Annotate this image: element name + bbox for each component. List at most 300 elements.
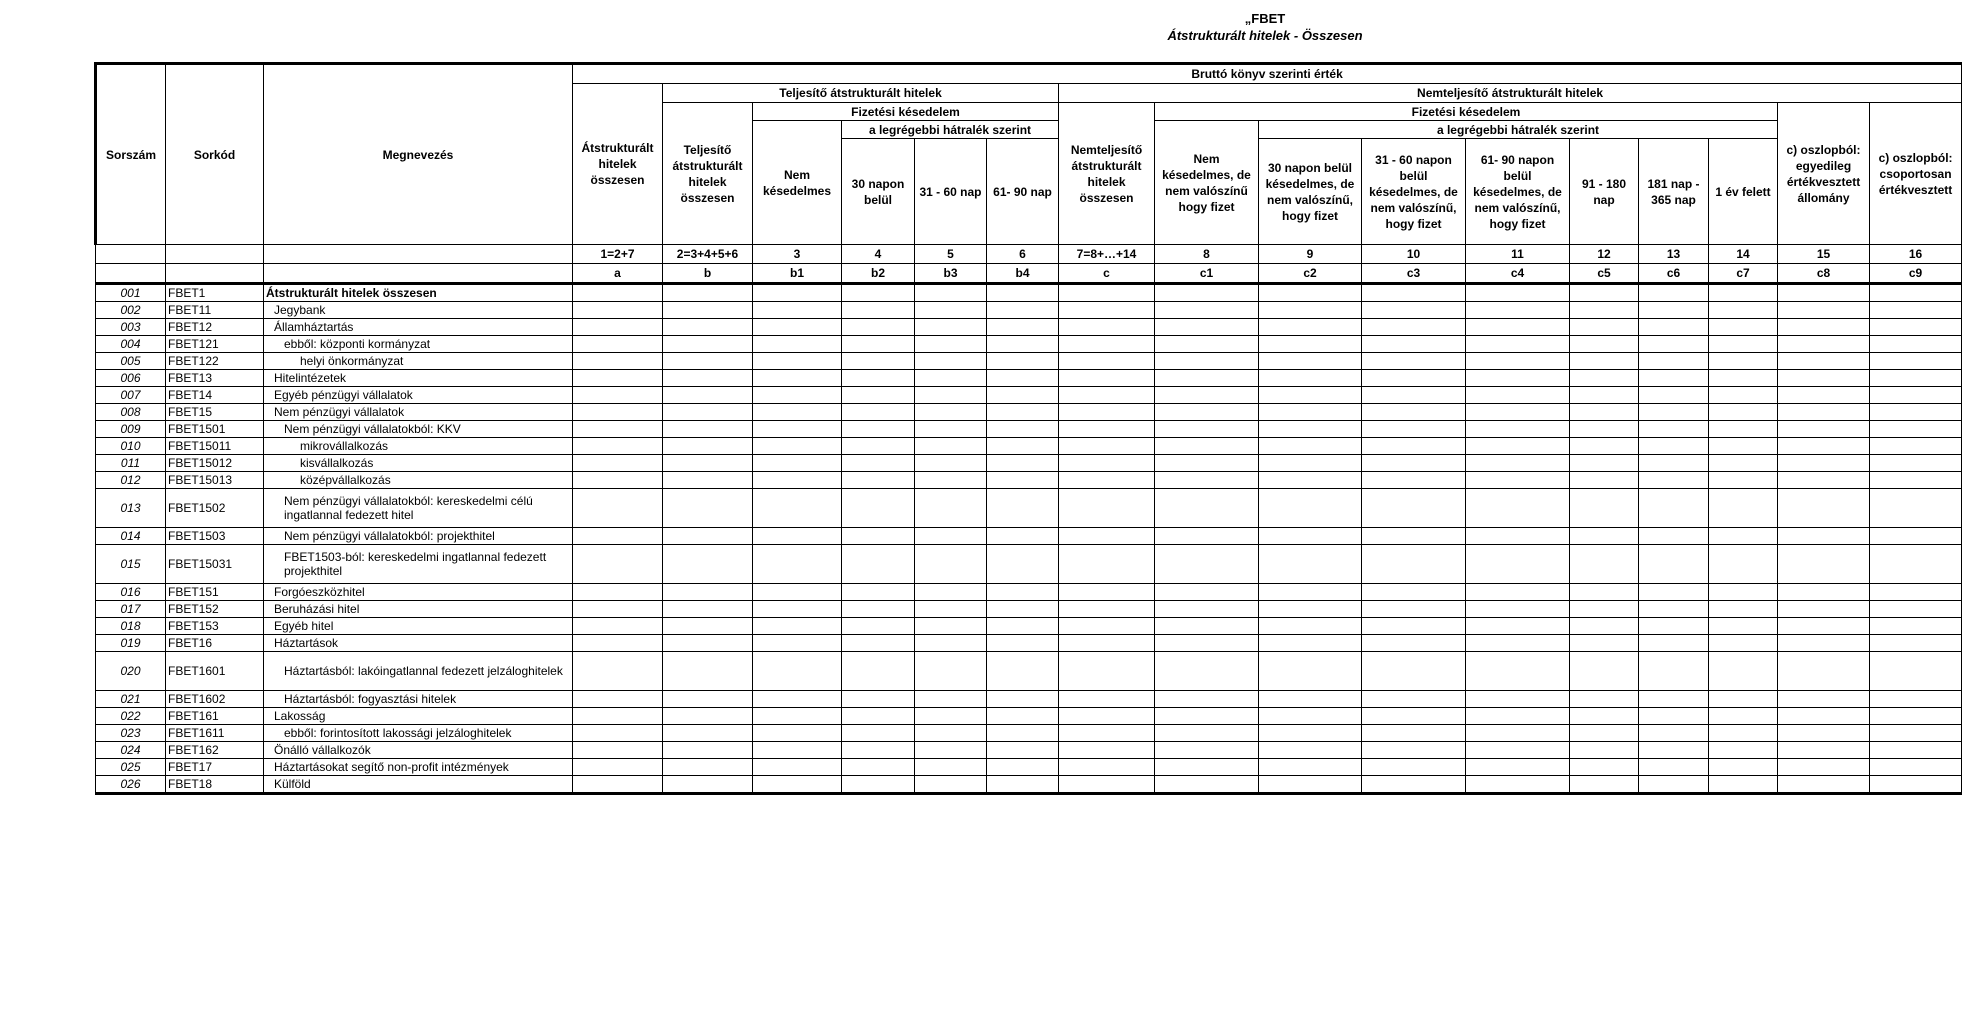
value-cell[interactable]: [987, 776, 1059, 794]
value-cell[interactable]: [1466, 776, 1570, 794]
value-cell[interactable]: [663, 284, 753, 302]
value-cell[interactable]: [1778, 708, 1870, 725]
value-cell[interactable]: [842, 725, 915, 742]
value-cell[interactable]: [1639, 618, 1709, 635]
value-cell[interactable]: [663, 387, 753, 404]
value-cell[interactable]: [1259, 353, 1362, 370]
value-cell[interactable]: [1155, 302, 1259, 319]
value-cell[interactable]: [1778, 776, 1870, 794]
value-cell[interactable]: [1639, 742, 1709, 759]
value-cell[interactable]: [1639, 708, 1709, 725]
value-cell[interactable]: [987, 708, 1059, 725]
value-cell[interactable]: [987, 635, 1059, 652]
value-cell[interactable]: [573, 601, 663, 618]
value-cell[interactable]: [915, 725, 987, 742]
value-cell[interactable]: [1155, 618, 1259, 635]
value-cell[interactable]: [915, 284, 987, 302]
value-cell[interactable]: [1709, 528, 1778, 545]
value-cell[interactable]: [842, 776, 915, 794]
value-cell[interactable]: [1362, 691, 1466, 708]
value-cell[interactable]: [1570, 387, 1639, 404]
value-cell[interactable]: [1362, 489, 1466, 528]
value-cell[interactable]: [1870, 725, 1962, 742]
value-cell[interactable]: [1059, 353, 1155, 370]
value-cell[interactable]: [1466, 336, 1570, 353]
value-cell[interactable]: [573, 708, 663, 725]
value-cell[interactable]: [753, 472, 842, 489]
value-cell[interactable]: [842, 284, 915, 302]
value-cell[interactable]: [573, 404, 663, 421]
value-cell[interactable]: [1362, 438, 1466, 455]
value-cell[interactable]: [1870, 742, 1962, 759]
value-cell[interactable]: [1259, 545, 1362, 584]
value-cell[interactable]: [1870, 601, 1962, 618]
value-cell[interactable]: [1639, 489, 1709, 528]
value-cell[interactable]: [1466, 601, 1570, 618]
value-cell[interactable]: [1870, 691, 1962, 708]
value-cell[interactable]: [1155, 635, 1259, 652]
value-cell[interactable]: [1466, 455, 1570, 472]
value-cell[interactable]: [1059, 545, 1155, 584]
value-cell[interactable]: [1059, 284, 1155, 302]
value-cell[interactable]: [1639, 302, 1709, 319]
value-cell[interactable]: [915, 708, 987, 725]
value-cell[interactable]: [842, 353, 915, 370]
value-cell[interactable]: [1870, 584, 1962, 601]
value-cell[interactable]: [1778, 302, 1870, 319]
value-cell[interactable]: [842, 652, 915, 691]
value-cell[interactable]: [663, 336, 753, 353]
value-cell[interactable]: [573, 387, 663, 404]
value-cell[interactable]: [915, 455, 987, 472]
value-cell[interactable]: [987, 472, 1059, 489]
value-cell[interactable]: [1362, 284, 1466, 302]
value-cell[interactable]: [1778, 725, 1870, 742]
value-cell[interactable]: [1570, 302, 1639, 319]
value-cell[interactable]: [663, 601, 753, 618]
value-cell[interactable]: [1570, 353, 1639, 370]
value-cell[interactable]: [663, 455, 753, 472]
value-cell[interactable]: [753, 528, 842, 545]
value-cell[interactable]: [987, 489, 1059, 528]
value-cell[interactable]: [1155, 584, 1259, 601]
value-cell[interactable]: [1639, 528, 1709, 545]
value-cell[interactable]: [842, 759, 915, 776]
value-cell[interactable]: [663, 421, 753, 438]
value-cell[interactable]: [1870, 319, 1962, 336]
value-cell[interactable]: [915, 652, 987, 691]
value-cell[interactable]: [1259, 387, 1362, 404]
value-cell[interactable]: [1155, 284, 1259, 302]
value-cell[interactable]: [1870, 387, 1962, 404]
value-cell[interactable]: [573, 776, 663, 794]
value-cell[interactable]: [1466, 319, 1570, 336]
value-cell[interactable]: [1059, 421, 1155, 438]
value-cell[interactable]: [1639, 652, 1709, 691]
value-cell[interactable]: [842, 545, 915, 584]
value-cell[interactable]: [1570, 618, 1639, 635]
value-cell[interactable]: [1259, 635, 1362, 652]
value-cell[interactable]: [1466, 528, 1570, 545]
value-cell[interactable]: [1709, 472, 1778, 489]
value-cell[interactable]: [753, 421, 842, 438]
value-cell[interactable]: [1870, 652, 1962, 691]
value-cell[interactable]: [1778, 387, 1870, 404]
value-cell[interactable]: [663, 742, 753, 759]
value-cell[interactable]: [1259, 652, 1362, 691]
value-cell[interactable]: [1466, 584, 1570, 601]
value-cell[interactable]: [1259, 601, 1362, 618]
value-cell[interactable]: [1155, 489, 1259, 528]
value-cell[interactable]: [1059, 387, 1155, 404]
value-cell[interactable]: [1778, 336, 1870, 353]
value-cell[interactable]: [1059, 472, 1155, 489]
value-cell[interactable]: [1870, 489, 1962, 528]
value-cell[interactable]: [842, 489, 915, 528]
value-cell[interactable]: [1870, 472, 1962, 489]
value-cell[interactable]: [1639, 370, 1709, 387]
value-cell[interactable]: [987, 438, 1059, 455]
value-cell[interactable]: [915, 370, 987, 387]
value-cell[interactable]: [1362, 319, 1466, 336]
value-cell[interactable]: [1870, 776, 1962, 794]
value-cell[interactable]: [753, 319, 842, 336]
value-cell[interactable]: [915, 489, 987, 528]
value-cell[interactable]: [753, 691, 842, 708]
value-cell[interactable]: [1259, 336, 1362, 353]
value-cell[interactable]: [1709, 387, 1778, 404]
value-cell[interactable]: [1155, 387, 1259, 404]
value-cell[interactable]: [915, 336, 987, 353]
value-cell[interactable]: [915, 438, 987, 455]
value-cell[interactable]: [1155, 759, 1259, 776]
value-cell[interactable]: [1362, 404, 1466, 421]
value-cell[interactable]: [1778, 421, 1870, 438]
value-cell[interactable]: [1155, 652, 1259, 691]
value-cell[interactable]: [753, 776, 842, 794]
value-cell[interactable]: [663, 618, 753, 635]
value-cell[interactable]: [1639, 438, 1709, 455]
value-cell[interactable]: [1466, 438, 1570, 455]
value-cell[interactable]: [1259, 302, 1362, 319]
value-cell[interactable]: [1639, 776, 1709, 794]
value-cell[interactable]: [663, 545, 753, 584]
value-cell[interactable]: [915, 472, 987, 489]
value-cell[interactable]: [1639, 336, 1709, 353]
value-cell[interactable]: [915, 528, 987, 545]
value-cell[interactable]: [1362, 652, 1466, 691]
value-cell[interactable]: [1059, 455, 1155, 472]
value-cell[interactable]: [1639, 691, 1709, 708]
value-cell[interactable]: [1778, 545, 1870, 584]
value-cell[interactable]: [1570, 319, 1639, 336]
value-cell[interactable]: [753, 584, 842, 601]
value-cell[interactable]: [1870, 421, 1962, 438]
value-cell[interactable]: [753, 489, 842, 528]
value-cell[interactable]: [1155, 601, 1259, 618]
value-cell[interactable]: [573, 584, 663, 601]
value-cell[interactable]: [1639, 472, 1709, 489]
value-cell[interactable]: [1259, 489, 1362, 528]
value-cell[interactable]: [842, 691, 915, 708]
value-cell[interactable]: [1362, 421, 1466, 438]
value-cell[interactable]: [1155, 725, 1259, 742]
value-cell[interactable]: [1155, 742, 1259, 759]
value-cell[interactable]: [1709, 455, 1778, 472]
value-cell[interactable]: [1570, 601, 1639, 618]
value-cell[interactable]: [1059, 528, 1155, 545]
value-cell[interactable]: [1059, 708, 1155, 725]
value-cell[interactable]: [573, 489, 663, 528]
value-cell[interactable]: [1059, 336, 1155, 353]
value-cell[interactable]: [1778, 635, 1870, 652]
value-cell[interactable]: [1259, 404, 1362, 421]
value-cell[interactable]: [573, 319, 663, 336]
value-cell[interactable]: [573, 618, 663, 635]
value-cell[interactable]: [1639, 319, 1709, 336]
value-cell[interactable]: [1059, 489, 1155, 528]
value-cell[interactable]: [573, 528, 663, 545]
value-cell[interactable]: [1466, 353, 1570, 370]
value-cell[interactable]: [1778, 652, 1870, 691]
value-cell[interactable]: [987, 584, 1059, 601]
value-cell[interactable]: [1570, 652, 1639, 691]
value-cell[interactable]: [1570, 370, 1639, 387]
value-cell[interactable]: [1466, 302, 1570, 319]
value-cell[interactable]: [663, 691, 753, 708]
value-cell[interactable]: [842, 319, 915, 336]
value-cell[interactable]: [753, 601, 842, 618]
value-cell[interactable]: [1155, 691, 1259, 708]
value-cell[interactable]: [1639, 584, 1709, 601]
value-cell[interactable]: [842, 635, 915, 652]
value-cell[interactable]: [842, 370, 915, 387]
value-cell[interactable]: [573, 421, 663, 438]
value-cell[interactable]: [1870, 284, 1962, 302]
value-cell[interactable]: [1059, 691, 1155, 708]
value-cell[interactable]: [1570, 284, 1639, 302]
value-cell[interactable]: [1570, 489, 1639, 528]
value-cell[interactable]: [1639, 353, 1709, 370]
value-cell[interactable]: [1639, 284, 1709, 302]
value-cell[interactable]: [663, 635, 753, 652]
value-cell[interactable]: [1259, 691, 1362, 708]
value-cell[interactable]: [1362, 618, 1466, 635]
value-cell[interactable]: [663, 725, 753, 742]
value-cell[interactable]: [987, 353, 1059, 370]
value-cell[interactable]: [842, 472, 915, 489]
value-cell[interactable]: [1778, 759, 1870, 776]
value-cell[interactable]: [753, 302, 842, 319]
value-cell[interactable]: [753, 708, 842, 725]
value-cell[interactable]: [1059, 370, 1155, 387]
value-cell[interactable]: [1362, 601, 1466, 618]
value-cell[interactable]: [1059, 438, 1155, 455]
value-cell[interactable]: [1466, 759, 1570, 776]
value-cell[interactable]: [1709, 776, 1778, 794]
value-cell[interactable]: [753, 438, 842, 455]
value-cell[interactable]: [1709, 489, 1778, 528]
value-cell[interactable]: [1362, 635, 1466, 652]
value-cell[interactable]: [1155, 528, 1259, 545]
value-cell[interactable]: [663, 584, 753, 601]
value-cell[interactable]: [1466, 652, 1570, 691]
value-cell[interactable]: [1870, 618, 1962, 635]
value-cell[interactable]: [753, 652, 842, 691]
value-cell[interactable]: [663, 759, 753, 776]
value-cell[interactable]: [842, 421, 915, 438]
value-cell[interactable]: [915, 691, 987, 708]
value-cell[interactable]: [573, 438, 663, 455]
value-cell[interactable]: [1059, 652, 1155, 691]
value-cell[interactable]: [1362, 708, 1466, 725]
value-cell[interactable]: [573, 635, 663, 652]
value-cell[interactable]: [1639, 387, 1709, 404]
value-cell[interactable]: [1639, 601, 1709, 618]
value-cell[interactable]: [842, 528, 915, 545]
value-cell[interactable]: [987, 302, 1059, 319]
value-cell[interactable]: [1709, 742, 1778, 759]
value-cell[interactable]: [753, 404, 842, 421]
value-cell[interactable]: [915, 387, 987, 404]
value-cell[interactable]: [1059, 404, 1155, 421]
value-cell[interactable]: [842, 618, 915, 635]
value-cell[interactable]: [663, 776, 753, 794]
value-cell[interactable]: [842, 708, 915, 725]
value-cell[interactable]: [1570, 759, 1639, 776]
value-cell[interactable]: [663, 438, 753, 455]
value-cell[interactable]: [1870, 353, 1962, 370]
value-cell[interactable]: [753, 742, 842, 759]
value-cell[interactable]: [1570, 404, 1639, 421]
value-cell[interactable]: [663, 652, 753, 691]
value-cell[interactable]: [987, 387, 1059, 404]
value-cell[interactable]: [987, 455, 1059, 472]
value-cell[interactable]: [1870, 302, 1962, 319]
value-cell[interactable]: [1870, 455, 1962, 472]
value-cell[interactable]: [1570, 421, 1639, 438]
value-cell[interactable]: [1155, 404, 1259, 421]
value-cell[interactable]: [1259, 455, 1362, 472]
value-cell[interactable]: [1362, 742, 1466, 759]
value-cell[interactable]: [1466, 691, 1570, 708]
value-cell[interactable]: [1709, 302, 1778, 319]
value-cell[interactable]: [1570, 336, 1639, 353]
value-cell[interactable]: [753, 759, 842, 776]
value-cell[interactable]: [573, 759, 663, 776]
value-cell[interactable]: [1259, 438, 1362, 455]
value-cell[interactable]: [1570, 708, 1639, 725]
value-cell[interactable]: [1259, 618, 1362, 635]
value-cell[interactable]: [1709, 370, 1778, 387]
value-cell[interactable]: [1778, 472, 1870, 489]
value-cell[interactable]: [1709, 319, 1778, 336]
value-cell[interactable]: [1709, 438, 1778, 455]
value-cell[interactable]: [1570, 455, 1639, 472]
value-cell[interactable]: [1259, 472, 1362, 489]
value-cell[interactable]: [573, 370, 663, 387]
value-cell[interactable]: [1709, 691, 1778, 708]
value-cell[interactable]: [1155, 319, 1259, 336]
value-cell[interactable]: [753, 455, 842, 472]
value-cell[interactable]: [915, 742, 987, 759]
value-cell[interactable]: [1155, 370, 1259, 387]
value-cell[interactable]: [842, 438, 915, 455]
value-cell[interactable]: [1466, 472, 1570, 489]
value-cell[interactable]: [753, 618, 842, 635]
value-cell[interactable]: [1778, 284, 1870, 302]
value-cell[interactable]: [1570, 776, 1639, 794]
value-cell[interactable]: [1639, 404, 1709, 421]
value-cell[interactable]: [1155, 472, 1259, 489]
value-cell[interactable]: [573, 742, 663, 759]
value-cell[interactable]: [987, 528, 1059, 545]
value-cell[interactable]: [1466, 725, 1570, 742]
value-cell[interactable]: [573, 353, 663, 370]
value-cell[interactable]: [842, 404, 915, 421]
value-cell[interactable]: [1870, 545, 1962, 584]
value-cell[interactable]: [1870, 759, 1962, 776]
value-cell[interactable]: [1639, 635, 1709, 652]
value-cell[interactable]: [987, 370, 1059, 387]
value-cell[interactable]: [987, 601, 1059, 618]
value-cell[interactable]: [1570, 528, 1639, 545]
value-cell[interactable]: [1155, 545, 1259, 584]
value-cell[interactable]: [1778, 584, 1870, 601]
value-cell[interactable]: [915, 319, 987, 336]
value-cell[interactable]: [1870, 370, 1962, 387]
value-cell[interactable]: [987, 404, 1059, 421]
value-cell[interactable]: [1362, 584, 1466, 601]
value-cell[interactable]: [1778, 618, 1870, 635]
value-cell[interactable]: [1466, 742, 1570, 759]
value-cell[interactable]: [915, 776, 987, 794]
value-cell[interactable]: [1778, 489, 1870, 528]
value-cell[interactable]: [1059, 319, 1155, 336]
value-cell[interactable]: [987, 759, 1059, 776]
value-cell[interactable]: [842, 742, 915, 759]
value-cell[interactable]: [1778, 353, 1870, 370]
value-cell[interactable]: [1709, 618, 1778, 635]
value-cell[interactable]: [1362, 545, 1466, 584]
value-cell[interactable]: [1362, 472, 1466, 489]
value-cell[interactable]: [753, 336, 842, 353]
value-cell[interactable]: [987, 319, 1059, 336]
value-cell[interactable]: [1870, 708, 1962, 725]
value-cell[interactable]: [915, 759, 987, 776]
value-cell[interactable]: [1466, 421, 1570, 438]
value-cell[interactable]: [1570, 584, 1639, 601]
value-cell[interactable]: [1059, 601, 1155, 618]
value-cell[interactable]: [1259, 421, 1362, 438]
value-cell[interactable]: [1570, 472, 1639, 489]
value-cell[interactable]: [1259, 725, 1362, 742]
value-cell[interactable]: [1362, 353, 1466, 370]
value-cell[interactable]: [1059, 725, 1155, 742]
value-cell[interactable]: [1259, 742, 1362, 759]
value-cell[interactable]: [753, 545, 842, 584]
value-cell[interactable]: [573, 472, 663, 489]
value-cell[interactable]: [1466, 618, 1570, 635]
value-cell[interactable]: [1778, 319, 1870, 336]
value-cell[interactable]: [1709, 421, 1778, 438]
value-cell[interactable]: [1466, 545, 1570, 584]
value-cell[interactable]: [987, 284, 1059, 302]
value-cell[interactable]: [987, 336, 1059, 353]
value-cell[interactable]: [573, 652, 663, 691]
value-cell[interactable]: [915, 584, 987, 601]
value-cell[interactable]: [1059, 635, 1155, 652]
